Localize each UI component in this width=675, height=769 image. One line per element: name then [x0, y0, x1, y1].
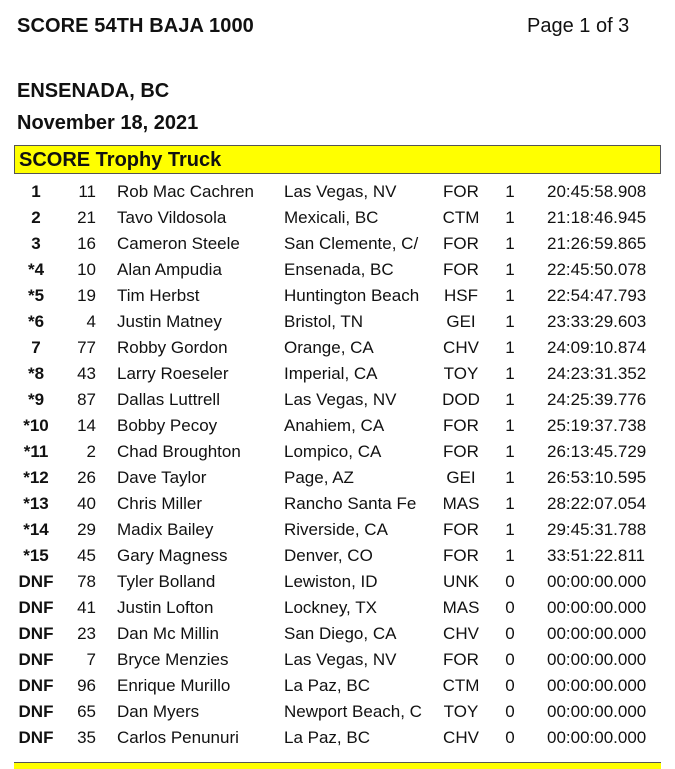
driver-name-cell: Dan Mc Millin: [117, 624, 220, 643]
laps-cell: 0: [505, 598, 515, 617]
table-row: [0, 413, 675, 439]
manufacturer-cell: CTM: [442, 208, 480, 227]
driver-name-cell: Larry Roeseler: [117, 364, 229, 383]
event-title: SCORE 54TH BAJA 1000: [17, 15, 254, 37]
position-cell: 1: [31, 182, 41, 201]
laps-cell: 1: [505, 416, 515, 435]
laps-cell: 1: [505, 208, 515, 227]
elapsed-time-cell: 21:18:46.945: [547, 208, 647, 227]
driver-name-cell: Tavo Vildosola: [117, 208, 227, 227]
position-cell: DNF: [18, 572, 54, 591]
hometown-cell: Anahiem, CA: [284, 416, 385, 435]
driver-name-cell: Rob Mac Cachren: [117, 182, 255, 201]
vehicle-number-cell: 16: [77, 234, 96, 253]
driver-name-cell: Chad Broughton: [117, 442, 241, 461]
manufacturer-cell: FOR: [443, 520, 479, 539]
vehicle-number-cell: 77: [77, 338, 96, 357]
hometown-cell: Huntington Beach: [284, 286, 420, 305]
hometown-cell: Page, AZ: [284, 468, 354, 487]
vehicle-number-cell: 65: [77, 702, 96, 721]
manufacturer-cell: FOR: [443, 416, 479, 435]
table-row: [0, 725, 675, 751]
position-cell: DNF: [18, 650, 54, 669]
table-row: [0, 465, 675, 491]
table-row: [0, 205, 675, 231]
table-row: [0, 179, 675, 205]
laps-cell: 0: [505, 702, 515, 721]
manufacturer-cell: GEI: [446, 312, 476, 331]
vehicle-number-cell: 14: [77, 416, 96, 435]
manufacturer-cell: FOR: [443, 182, 479, 201]
position-cell: *14: [23, 520, 49, 539]
laps-cell: 1: [505, 312, 515, 331]
elapsed-time-cell: 28:22:07.054: [547, 494, 647, 513]
hometown-cell: Imperial, CA: [284, 364, 378, 383]
manufacturer-cell: TOY: [443, 702, 479, 721]
hometown-cell: Las Vegas, NV: [284, 650, 397, 669]
hometown-cell: Las Vegas, NV: [284, 390, 397, 409]
driver-name-cell: Dave Taylor: [117, 468, 207, 487]
hometown-cell: San Diego, CA: [284, 624, 397, 643]
table-row: [0, 517, 675, 543]
manufacturer-cell: HSF: [444, 286, 478, 305]
hometown-cell: Mexicali, BC: [284, 208, 379, 227]
position-cell: *4: [27, 260, 45, 279]
manufacturer-cell: CHV: [443, 338, 479, 357]
manufacturer-cell: FOR: [443, 234, 479, 253]
driver-name-cell: Dan Myers: [117, 702, 200, 721]
elapsed-time-cell: 25:19:37.738: [547, 416, 647, 435]
driver-name-cell: Bobby Pecoy: [117, 416, 218, 435]
table-row: [0, 387, 675, 413]
class-banner: [14, 145, 661, 174]
laps-cell: 1: [505, 338, 515, 357]
hometown-cell: Rancho Santa Fe: [284, 494, 417, 513]
elapsed-time-cell: 24:25:39.776: [547, 390, 647, 409]
vehicle-number-cell: 26: [77, 468, 96, 487]
vehicle-number-cell: 87: [77, 390, 96, 409]
hometown-cell: La Paz, BC: [284, 728, 370, 747]
vehicle-number-cell: 2: [86, 442, 96, 461]
driver-name-cell: Enrique Murillo: [117, 676, 231, 695]
position-cell: 2: [31, 208, 41, 227]
elapsed-time-cell: 22:45:50.078: [547, 260, 647, 279]
table-row: [0, 361, 675, 387]
vehicle-number-cell: 40: [77, 494, 96, 513]
laps-cell: 1: [505, 286, 515, 305]
elapsed-time-cell: 23:33:29.603: [547, 312, 647, 331]
manufacturer-cell: FOR: [443, 546, 479, 565]
vehicle-number-cell: 21: [77, 208, 96, 227]
manufacturer-cell: FOR: [443, 442, 479, 461]
driver-name-cell: Carlos Penunuri: [117, 728, 239, 747]
table-row: [0, 699, 675, 725]
position-cell: *11: [23, 442, 49, 461]
hometown-cell: Orange, CA: [284, 338, 374, 357]
hometown-cell: Newport Beach, C: [284, 702, 422, 721]
vehicle-number-cell: 10: [77, 260, 96, 279]
elapsed-time-cell: 00:00:00.000: [547, 572, 647, 591]
hometown-cell: Denver, CO: [284, 546, 373, 565]
position-cell: 7: [31, 338, 41, 357]
elapsed-time-cell: 22:54:47.793: [547, 286, 647, 305]
driver-name-cell: Robby Gordon: [117, 338, 228, 357]
position-cell: 3: [31, 234, 41, 253]
laps-cell: 1: [505, 182, 515, 201]
laps-cell: 1: [505, 390, 515, 409]
elapsed-time-cell: 00:00:00.000: [547, 702, 647, 721]
manufacturer-cell: CTM: [442, 676, 480, 695]
vehicle-number-cell: 19: [77, 286, 96, 305]
elapsed-time-cell: 00:00:00.000: [547, 650, 647, 669]
laps-cell: 1: [505, 520, 515, 539]
driver-name-cell: Cameron Steele: [117, 234, 240, 253]
manufacturer-cell: TOY: [443, 364, 479, 383]
hometown-cell: Las Vegas, NV: [284, 182, 397, 201]
laps-cell: 0: [505, 728, 515, 747]
results-table: [0, 179, 675, 751]
driver-name-cell: Justin Lofton: [117, 598, 214, 617]
table-row: [0, 673, 675, 699]
hometown-cell: Lompico, CA: [284, 442, 382, 461]
laps-cell: 1: [505, 260, 515, 279]
manufacturer-cell: GEI: [446, 468, 476, 487]
manufacturer-cell: FOR: [443, 650, 479, 669]
position-cell: *10: [23, 416, 49, 435]
vehicle-number-cell: 35: [77, 728, 96, 747]
table-row: [0, 543, 675, 569]
vehicle-number-cell: 78: [77, 572, 96, 591]
position-cell: DNF: [18, 624, 54, 643]
elapsed-time-cell: 21:26:59.865: [547, 234, 647, 253]
hometown-cell: Lockney, TX: [284, 598, 377, 617]
driver-name-cell: Tim Herbst: [117, 286, 200, 305]
position-cell: *13: [23, 494, 49, 513]
table-row: [0, 491, 675, 517]
driver-name-cell: Chris Miller: [117, 494, 202, 513]
page-indicator: Page 1 of 3: [527, 15, 630, 37]
table-row: [0, 335, 675, 361]
manufacturer-cell: CHV: [443, 624, 479, 643]
elapsed-time-cell: 00:00:00.000: [547, 728, 647, 747]
manufacturer-cell: MAS: [442, 598, 480, 617]
vehicle-number-cell: 43: [77, 364, 96, 383]
position-cell: DNF: [18, 728, 54, 747]
laps-cell: 1: [505, 468, 515, 487]
vehicle-number-cell: 41: [77, 598, 96, 617]
driver-name-cell: Bryce Menzies: [117, 650, 229, 669]
laps-cell: 0: [505, 624, 515, 643]
manufacturer-cell: UNK: [443, 572, 479, 591]
manufacturer-cell: FOR: [443, 260, 479, 279]
driver-name-cell: Justin Matney: [117, 312, 222, 331]
elapsed-time-cell: 20:45:58.908: [547, 182, 647, 201]
driver-name-cell: Dallas Luttrell: [117, 390, 220, 409]
table-row: [0, 621, 675, 647]
event-location: ENSENADA, BC: [17, 80, 170, 102]
elapsed-time-cell: 00:00:00.000: [547, 624, 647, 643]
elapsed-time-cell: 24:09:10.874: [547, 338, 647, 357]
position-cell: *8: [27, 364, 45, 383]
event-date: November 18, 2021: [17, 112, 199, 134]
vehicle-number-cell: 4: [86, 312, 96, 331]
elapsed-time-cell: 00:00:00.000: [547, 598, 647, 617]
laps-cell: 1: [505, 364, 515, 383]
laps-cell: 0: [505, 676, 515, 695]
hometown-cell: Ensenada, BC: [284, 260, 394, 279]
driver-name-cell: Alan Ampudia: [117, 260, 222, 279]
table-row: [0, 595, 675, 621]
table-row: [0, 647, 675, 673]
position-cell: DNF: [18, 598, 54, 617]
laps-cell: 0: [505, 650, 515, 669]
vehicle-number-cell: 11: [78, 182, 96, 201]
position-cell: *9: [27, 390, 45, 409]
elapsed-time-cell: 24:23:31.352: [547, 364, 647, 383]
bottom-banner: [14, 762, 661, 769]
position-cell: *5: [27, 286, 45, 305]
laps-cell: 1: [505, 442, 515, 461]
table-row: [0, 283, 675, 309]
class-label: SCORE Trophy Truck: [19, 149, 222, 171]
laps-cell: 1: [505, 234, 515, 253]
table-row: [0, 257, 675, 283]
hometown-cell: Riverside, CA: [284, 520, 388, 539]
hometown-cell: La Paz, BC: [284, 676, 370, 695]
driver-name-cell: Tyler Bolland: [117, 572, 216, 591]
table-row: [0, 569, 675, 595]
laps-cell: 1: [505, 546, 515, 565]
laps-cell: 0: [505, 572, 515, 591]
table-row: [0, 309, 675, 335]
position-cell: DNF: [18, 676, 54, 695]
laps-cell: 1: [505, 494, 515, 513]
vehicle-number-cell: 96: [77, 676, 96, 695]
table-row: [0, 439, 675, 465]
elapsed-time-cell: 00:00:00.000: [547, 676, 647, 695]
vehicle-number-cell: 29: [77, 520, 96, 539]
position-cell: DNF: [18, 702, 54, 721]
driver-name-cell: Gary Magness: [117, 546, 228, 565]
hometown-cell: Bristol, TN: [284, 312, 364, 331]
table-row: [0, 231, 675, 257]
vehicle-number-cell: 45: [77, 546, 96, 565]
hometown-cell: Lewiston, ID: [284, 572, 378, 591]
elapsed-time-cell: 26:13:45.729: [547, 442, 647, 461]
manufacturer-cell: CHV: [443, 728, 479, 747]
elapsed-time-cell: 26:53:10.595: [547, 468, 647, 487]
vehicle-number-cell: 7: [86, 650, 96, 669]
hometown-cell: San Clemente, C/: [284, 234, 419, 253]
manufacturer-cell: DOD: [442, 390, 480, 409]
driver-name-cell: Madix Bailey: [117, 520, 214, 539]
position-cell: *12: [23, 468, 49, 487]
elapsed-time-cell: 33:51:22.811: [547, 546, 645, 565]
vehicle-number-cell: 23: [77, 624, 96, 643]
elapsed-time-cell: 29:45:31.788: [547, 520, 647, 539]
manufacturer-cell: MAS: [442, 494, 480, 513]
position-cell: *6: [27, 312, 45, 331]
position-cell: *15: [23, 546, 49, 565]
